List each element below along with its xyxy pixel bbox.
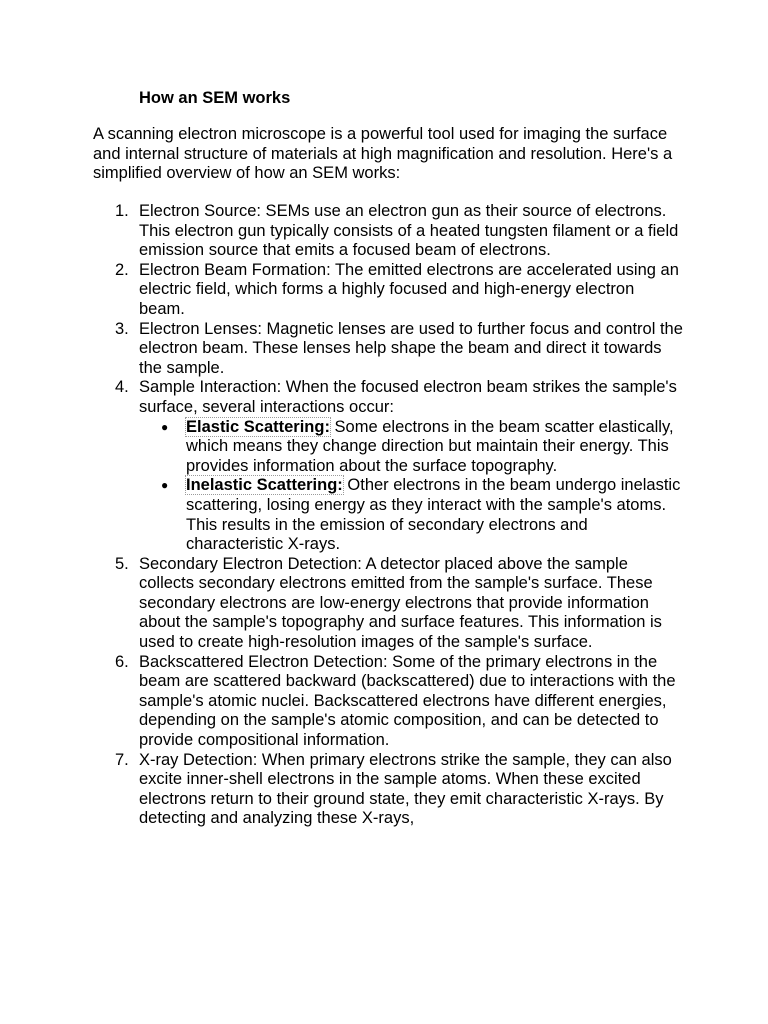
list-item-number: 2. [115,260,129,279]
list-item-number: 5. [115,554,129,573]
list-item-text: Secondary Electron Detection: A detector placed above the sample collects secondary electrons emitted from the sample's surface. These secondary electrons are low-energy electrons that provide information about the sample's topography and surface features. This information is used to create high-resolution images of the sample's surface. [139,554,662,652]
steps-list [93,202,683,829]
list-item [93,261,683,320]
list-item [93,653,683,751]
list-item-number: 4. [115,378,129,397]
page-title: How an SEM works [139,89,291,107]
sub-list-item [139,418,683,477]
list-item-number: 6. [115,652,129,671]
sub-list-item-text: Other electrons in the beam undergo inelastic scattering, losing energy as they interact with the sample's atoms. This results in the emission of secondary electrons and characteristic X-rays. [186,476,681,554]
list-item-text: Electron Lenses: Magnetic lenses are used to further focus and control the electron beam. These lenses help shape the beam and direct it towards the sample. [139,319,683,377]
sub-list [139,418,683,555]
bullet-icon: ● [161,478,169,493]
list-item-number: 3. [115,319,129,338]
intro-paragraph: A scanning electron microscope is a powerful tool used for imaging the surface and internal structure of materials at high magnification and resolution. Here's a simplified overview of how an SEM works: [93,125,673,183]
list-item-text: Sample Interaction: When the focused electron beam strikes the sample's surface, several interactions occur: [139,378,677,416]
list-item [93,320,683,379]
bullet-icon: ● [161,419,169,434]
list-item-text: Electron Beam Formation: The emitted electrons are accelerated using an electric field, which forms a highly focused and high-energy electron beam. [139,260,679,318]
list-item [93,555,683,653]
list-item-text: X-ray Detection: When primary electrons strike the sample, they can also excite inner-shell electrons in the sample atoms. When these excited electrons return to their ground state, they emit characteristic X-rays. By detecting and analyzing these X-rays, [139,750,672,828]
list-item-text: Electron Source: SEMs use an electron gun as their source of electrons. This electron gun typically consists of a heated tungsten filament or a field emission source that emits a focused beam of electrons. [139,202,679,260]
list-item [93,751,683,829]
term-label: Elastic Scattering: [186,417,330,436]
list-item-text: Backscattered Electron Detection: Some of the primary electrons in the beam are scattered backward (backscattered) due to interactions with the sample's atomic nuclei. Backscattered electrons have different energies, depending on the sample's atomic composition, and can be detected to provide compositional information. [139,652,676,750]
list-item-number: 1. [115,202,129,220]
sub-list-item [139,476,683,554]
list-item [93,378,683,554]
list-item-number: 7. [115,750,129,769]
list-item [93,202,683,261]
sub-list-item-text: Some electrons in the beam scatter elastically, which means they change direction but maintain their energy. This provides information about the surface topography. [186,417,674,475]
term-label: Inelastic Scattering: [186,476,343,495]
